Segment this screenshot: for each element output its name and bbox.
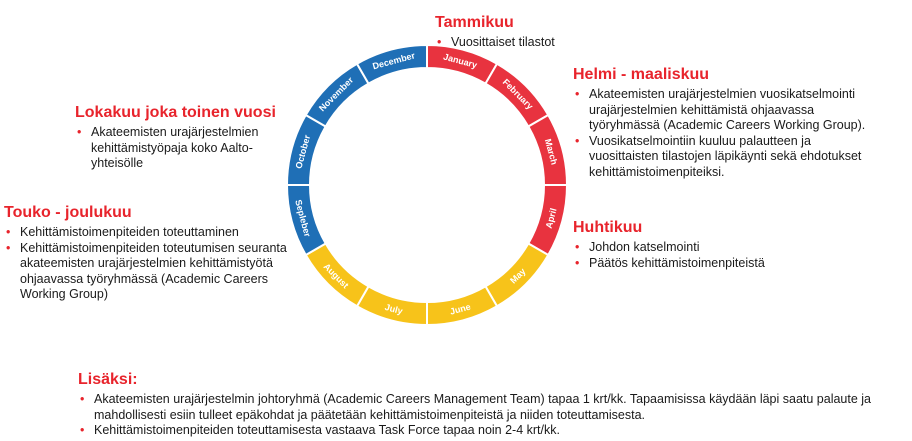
tammikuu-block — [435, 13, 635, 51]
tammikuu-list — [435, 35, 635, 51]
month-label: April — [543, 207, 559, 230]
lisaksi-item: • Kehittämistoimenpiteiden toteuttamisesta vastaava Task Force tapaa noin 2-4 krt/kk. — [78, 423, 878, 439]
month-label: October — [293, 133, 313, 170]
huhtikuu-block — [573, 218, 873, 271]
lokakuu-heading: Lokakuu joka toinen vuosi — [75, 104, 276, 121]
month-label: August — [321, 261, 351, 291]
huhtikuu-item: • Päätös kehittämistoimenpiteistä — [573, 256, 873, 272]
lisaksi-item: • Akateemisten urajärjestelmin johtoryhmä (Academic Careers Management Team) tapaa 1 krt/kk. Tapaamisissa käydään läpi saatu palaute ja mahdollisesti esiin tulleet epäkohdat ja päätetään kehittämistoimenpiteistä ja niiden toteuttamisesta. — [78, 392, 878, 423]
lisaksi-heading: Lisäksi: — [78, 371, 138, 388]
helmi-maaliskuu-list — [573, 87, 873, 180]
helmi-maaliskuu-item: • Vuosikatselmointiin kuuluu palautteen ja vuosittaisten tilastojen läpikäynti sekä ehdotukset kehittämistoimenpiteiksi. — [573, 134, 873, 181]
helmi-maaliskuu-item: • Akateemisten urajärjestelmien vuosikatselmointi urajärjestelmien kehittämistä ohjaavassa työryhmässä (Academic Careers Working Group). — [573, 87, 873, 134]
lokakuu-list — [75, 125, 300, 172]
lisaksi-list — [78, 392, 878, 439]
tammikuu-heading: Tammikuu — [435, 14, 514, 31]
month-label: May — [508, 266, 528, 286]
touko-joulukuu-item: • Kehittämistoimenpiteiden toteuttaminen — [4, 225, 289, 241]
touko-joulukuu-heading: Touko - joulukuu — [4, 204, 132, 221]
month-label: Sepleber — [293, 198, 313, 238]
touko-joulukuu-list — [4, 225, 289, 303]
lisaksi-block — [78, 370, 878, 439]
month-label: February — [500, 76, 536, 112]
huhtikuu-list — [573, 240, 873, 271]
huhtikuu-item: • Johdon katselmointi — [573, 240, 873, 256]
month-label: December — [371, 50, 417, 72]
month-label: March — [542, 137, 560, 166]
lokakuu-block — [75, 103, 300, 172]
month-label: January — [442, 51, 479, 71]
tammikuu-item: • Vuosittaiset tilastot — [435, 35, 635, 51]
lokakuu-item: • Akateemisten urajärjestelmien kehittämistyöpaja koko Aalto-yhteisölle — [75, 125, 300, 172]
huhtikuu-heading: Huhtikuu — [573, 219, 643, 236]
month-label: November — [317, 75, 356, 114]
helmi-maaliskuu-block — [573, 65, 873, 180]
touko-joulukuu-block — [4, 203, 289, 303]
touko-joulukuu-item: • Kehittämistoimenpiteiden toteutumisen seuranta akateemisten urajärjestelmien kehittämistyötä ohjaavassa työryhmässä (Academic Careers Working Group) — [4, 241, 289, 303]
month-label: June — [448, 301, 472, 317]
month-label: July — [383, 301, 404, 317]
helmi-maaliskuu-heading: Helmi - maaliskuu — [573, 66, 710, 83]
